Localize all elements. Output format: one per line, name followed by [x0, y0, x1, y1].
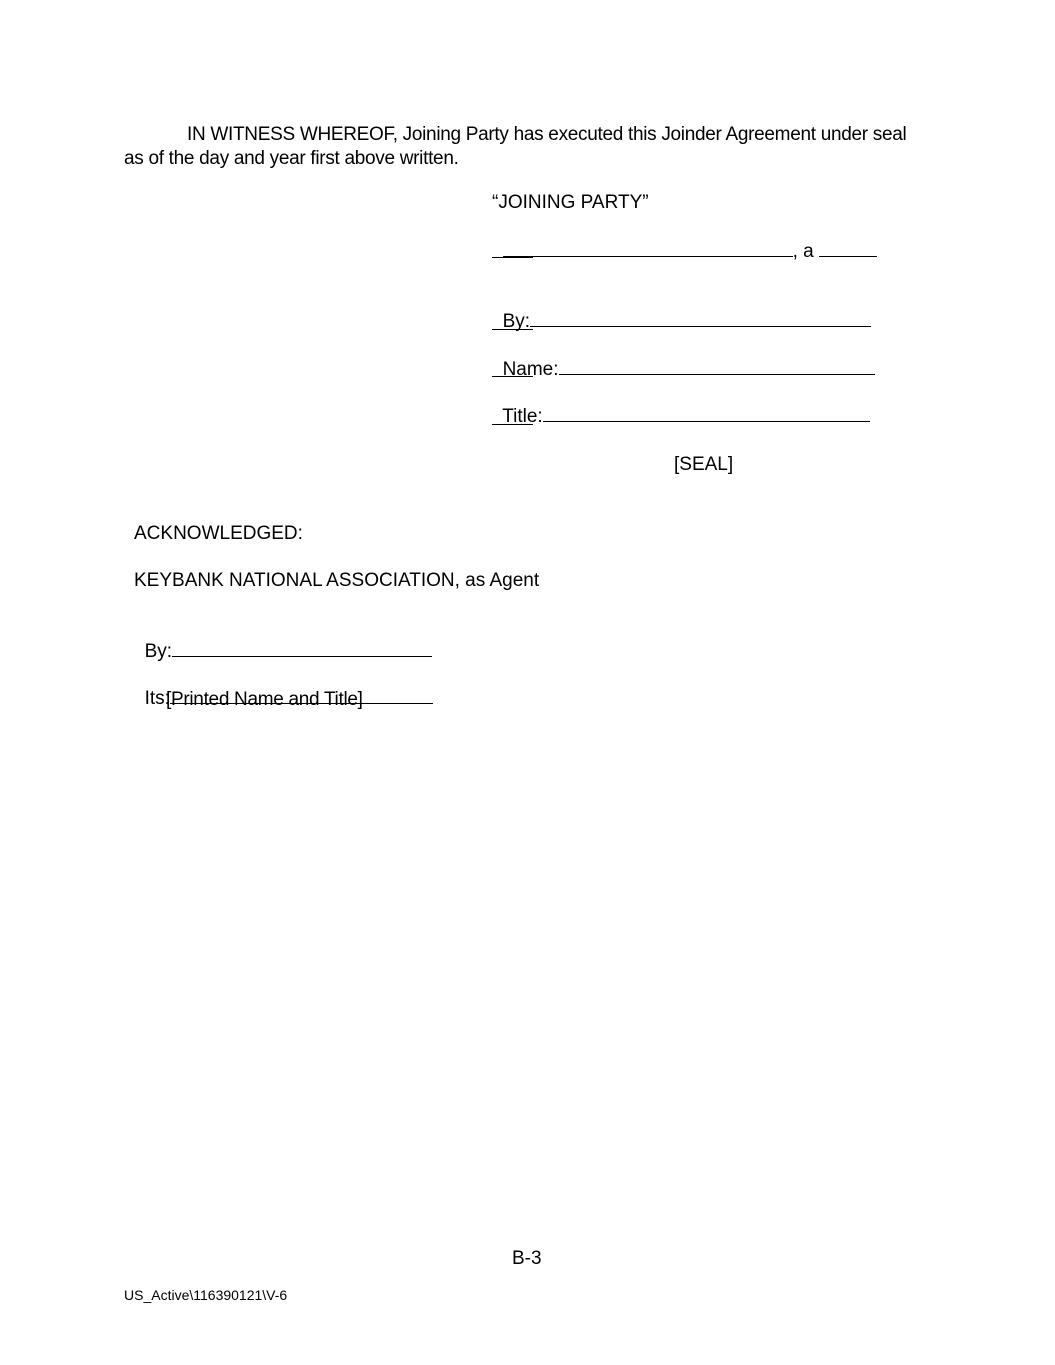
- entity-name-blank[interactable]: [503, 255, 793, 257]
- by-signature-line[interactable]: [492, 288, 871, 334]
- agent-its-label: Its:: [144, 687, 170, 709]
- entity-type-blank-continued[interactable]: [492, 256, 533, 258]
- seal-label: [SEAL]: [674, 454, 734, 475]
- document-id: US_Active\116390121\V-6: [124, 1287, 288, 1303]
- witness-line-2: as of the day and year first above written.: [124, 148, 459, 169]
- entity-type-blank[interactable]: [819, 255, 877, 257]
- title-blank-continued[interactable]: [492, 423, 533, 425]
- title-label: Title:: [502, 405, 543, 427]
- witness-line-1: IN WITNESS WHEREOF, Joining Party has executed this Joinder Agreement under seal: [187, 124, 907, 145]
- by-blank-continued[interactable]: [492, 328, 533, 330]
- agent-by-blank[interactable]: [172, 655, 432, 657]
- agent-party-name: KEYBANK NATIONAL ASSOCIATION, as Agent: [134, 570, 540, 591]
- by-signature-blank[interactable]: [530, 325, 871, 327]
- entity-name-line[interactable]: [492, 218, 877, 264]
- title-blank[interactable]: [543, 420, 870, 422]
- agent-by-label: By:: [144, 640, 173, 662]
- entity-type-prefix: , a: [792, 240, 814, 262]
- agent-by-line[interactable]: [134, 618, 432, 664]
- joining-party-heading: “JOINING PARTY”: [492, 192, 649, 213]
- page-number: B-3: [512, 1248, 542, 1269]
- name-label: Name:: [502, 358, 559, 380]
- name-blank-continued[interactable]: [492, 375, 533, 377]
- acknowledged-heading: ACKNOWLEDGED:: [134, 523, 303, 544]
- printed-name-note: [Printed Name and Title]: [166, 689, 363, 710]
- title-line[interactable]: [492, 383, 870, 429]
- name-line[interactable]: [492, 336, 875, 382]
- name-blank[interactable]: [559, 373, 875, 375]
- by-label: By:: [502, 310, 531, 332]
